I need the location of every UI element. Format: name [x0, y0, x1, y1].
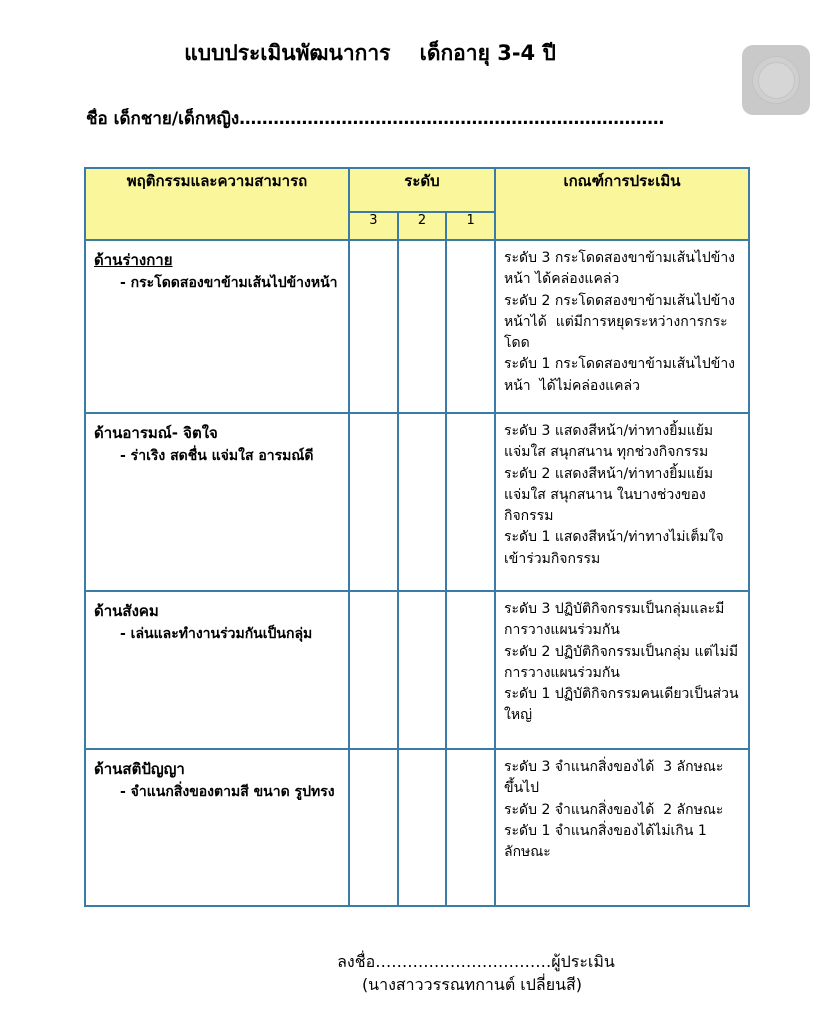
- criteria-level-3: ระดับ 3 แสดงสีหน้า/ท่าทางยิ้มแย้มแจ่มใส สนุกสนาน ทุกช่วงกิจกรรม: [504, 423, 714, 461]
- image-placeholder-icon: [742, 45, 810, 115]
- header-behavior: พฤติกรรมและความสามารถ: [85, 168, 349, 240]
- score-cell-level-3[interactable]: [349, 413, 398, 591]
- behavior-detail: - เล่นและทำงานร่วมกันเป็นกลุ่ม: [120, 626, 313, 643]
- criteria-cell: [495, 413, 749, 591]
- criteria-level-1: ระดับ 1 แสดงสีหน้า/ท่าทางไม่เต็มใจเข้าร่วมกิจกรรม: [504, 529, 724, 567]
- assessment-table: [84, 167, 750, 907]
- score-cell-level-3[interactable]: [349, 749, 398, 906]
- behavior-detail: - จำแนกสิ่งของตามสี ขนาด รูปทรง: [120, 784, 335, 801]
- behavior-title: ด้านอารมณ์- จิตใจ: [94, 424, 218, 442]
- behavior-detail: - กระโดดสองขาข้ามเส้นไปข้างหน้า: [120, 275, 338, 292]
- criteria-level-2: ระดับ 2 ปฏิบัติกิจกรรมเป็นกลุ่ม แต่ไม่มีการวางแผนร่วมกัน: [504, 643, 739, 681]
- header-level: ระดับ: [349, 168, 495, 212]
- criteria-level-3: ระดับ 3 จำแนกสิ่งของได้ 3 ลักษณะขึ้นไป: [504, 759, 724, 797]
- header-criteria: เกณฑ์การประเมิน: [495, 168, 749, 240]
- behavior-title: ด้านสังคม: [94, 602, 159, 620]
- score-cell-level-1[interactable]: [446, 240, 495, 413]
- score-cell-level-2[interactable]: [398, 413, 447, 591]
- criteria-level-1: ระดับ 1 จำแนกสิ่งของได้ไม่เกิน 1 ลักษณะ: [504, 822, 712, 861]
- criteria-level-2: ระดับ 2 จำแนกสิ่งของได้ 2 ลักษณะ: [504, 801, 724, 818]
- score-cell-level-3[interactable]: [349, 591, 398, 749]
- score-cell-level-2[interactable]: [398, 240, 447, 413]
- header-level-1: 1: [446, 212, 495, 240]
- score-cell-level-2[interactable]: [398, 591, 447, 749]
- criteria-level-3: ระดับ 3 กระโดดสองขาข้ามเส้นไปข้างหน้า ได้คล่องแคล่ว: [504, 250, 736, 288]
- behavior-cell: [85, 749, 349, 906]
- table-head: [85, 168, 749, 240]
- behavior-cell: [85, 240, 349, 413]
- header-level-3: 3: [349, 212, 398, 240]
- table-body: [85, 240, 749, 906]
- table-row: [85, 749, 749, 906]
- score-cell-level-2[interactable]: [398, 749, 447, 906]
- table-row: [85, 240, 749, 413]
- criteria-cell: [495, 240, 749, 413]
- criteria-cell: [495, 591, 749, 749]
- behavior-title: ด้านสติปัญญา: [94, 760, 185, 778]
- header-level-2: 2: [398, 212, 447, 240]
- table-row: [85, 591, 749, 749]
- evaluator-name: (นางสาววรรณทกานต์ เปลี่ยนสี): [361, 975, 583, 995]
- placeholder-inner-ring: [758, 62, 795, 99]
- page-title: แบบประเมินพัฒนาการ เด็กอายุ 3-4 ปี: [184, 41, 556, 65]
- score-cell-level-3[interactable]: [349, 240, 398, 413]
- score-cell-level-1[interactable]: [446, 413, 495, 591]
- table-header-row-main: [85, 168, 749, 212]
- signature-block: [0, 950, 822, 996]
- table-row: [85, 413, 749, 591]
- criteria-cell: [495, 749, 749, 906]
- behavior-cell: [85, 591, 349, 749]
- behavior-cell: [85, 413, 349, 591]
- score-cell-level-1[interactable]: [446, 591, 495, 749]
- criteria-level-1: ระดับ 1 กระโดดสองขาข้ามเส้นไปข้างหน้า ได้ไม่คล่องแคล่ว: [504, 356, 736, 394]
- score-cell-level-1[interactable]: [446, 749, 495, 906]
- criteria-level-2: ระดับ 2 กระโดดสองขาข้ามเส้นไปข้างหน้าได้ แต่มีการหยุดระหว่างการกระโดด: [504, 292, 736, 352]
- criteria-level-1: ระดับ 1 ปฏิบัติกิจกรรมคนเดียวเป็นส่วนใหญ่: [504, 686, 739, 724]
- signature-line: ลงชื่อ……………………………ผู้ประเมิน: [337, 952, 615, 971]
- behavior-title: ด้านร่างกาย: [94, 251, 173, 269]
- child-name-field-line: ชื่อ เด็กชาย/เด็กหญิง…………………………………………………………………: [86, 109, 665, 129]
- criteria-level-3: ระดับ 3 ปฏิบัติกิจกรรมเป็นกลุ่มและมีการวางแผนร่วมกัน: [504, 601, 725, 639]
- behavior-detail: - ร่าเริง สดชื่น แจ่มใส อารมณ์ดี: [120, 448, 314, 465]
- criteria-level-2: ระดับ 2 แสดงสีหน้า/ท่าทางยิ้มแย้มแจ่มใส สนุกสนาน ในบางช่วงของกิจกรรม: [504, 465, 714, 525]
